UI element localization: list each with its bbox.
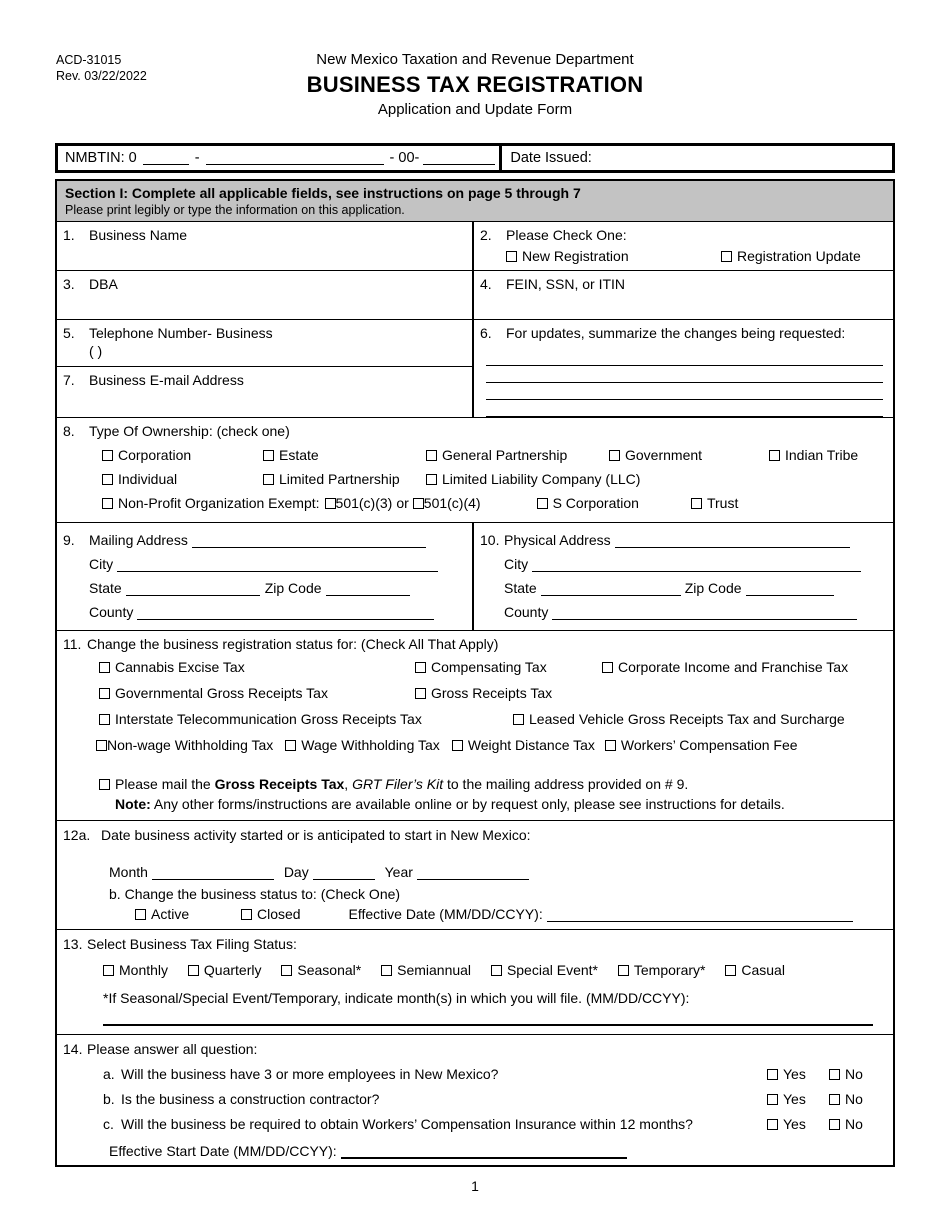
field-8-heading — [63, 423, 885, 439]
checkbox-icon[interactable] — [609, 450, 620, 461]
field-12b-number: b. — [109, 886, 121, 902]
checkbox-icon[interactable] — [767, 1069, 778, 1080]
checkbox-icon[interactable] — [605, 740, 616, 751]
question-c-text — [103, 1116, 767, 1132]
checkbox-501c3[interactable] — [325, 491, 393, 515]
checkbox-leased-vehicle-grt[interactable] — [513, 711, 845, 727]
question-a-id: a. — [103, 1066, 115, 1082]
form-row-3 — [57, 320, 893, 418]
question-c — [63, 1116, 885, 1132]
checkbox-monthly-label: Monthly — [119, 962, 169, 978]
day-label: Day — [283, 864, 309, 880]
note-label: Note: — [115, 796, 151, 812]
field-1-number: 1. — [63, 227, 75, 243]
effective-start-date-label: Effective Start Date (MM/DD/CCYY): — [109, 1143, 337, 1159]
checkbox-quarterly-label: Quarterly — [203, 962, 262, 978]
checkbox-icon[interactable] — [103, 965, 114, 976]
summary-line-2[interactable] — [486, 366, 883, 383]
field-7-number: 7. — [63, 372, 75, 388]
nmbtin-field[interactable] — [58, 146, 502, 170]
tax-row-1 — [63, 654, 885, 680]
checkbox-501c4-label: 501(c)(4) — [423, 495, 481, 511]
effective-start-date-input[interactable] — [341, 1145, 627, 1159]
form-body — [55, 179, 895, 1167]
field-12a-number: 12a. — [63, 827, 91, 843]
checkbox-temporary[interactable] — [618, 962, 706, 978]
field-11-label: Change the business registration status for: (Check All That Apply) — [87, 636, 499, 652]
date-issued-label: Date Issued: — [510, 150, 592, 166]
mailing-address-input[interactable] — [192, 534, 426, 548]
grt-note-line — [99, 794, 885, 814]
page-header — [0, 0, 950, 118]
telephone-paren[interactable]: ( ) — [89, 343, 103, 359]
date-inputs — [63, 861, 885, 883]
question-a — [63, 1066, 885, 1082]
checkbox-icon[interactable] — [99, 662, 110, 673]
mailing-zip-label: Zip Code — [264, 580, 322, 596]
note-text: Any other forms/instructions are available online or by request only, please see instructions for details. — [150, 796, 785, 812]
month-input[interactable] — [152, 866, 274, 880]
field-6-label: For updates, summarize the changes being requested: — [506, 325, 846, 341]
checkbox-active-label: Active — [151, 906, 190, 922]
field-fein-ssn-itin[interactable] — [474, 271, 893, 319]
checkbox-icon[interactable] — [102, 450, 113, 461]
checkbox-icon[interactable] — [491, 965, 502, 976]
field-type-of-ownership — [57, 418, 893, 522]
checkbox-governmental-grt-label: Governmental Gross Receipts Tax — [115, 685, 328, 701]
field-13-number: 13. — [63, 936, 83, 952]
year-label: Year — [384, 864, 413, 880]
agency-name: New Mexico Taxation and Revenue Department — [316, 51, 634, 68]
section-i-instructions: Please print legibly or type the information on this application. — [65, 203, 405, 217]
checkbox-registration-update-label: Registration Update — [737, 248, 861, 264]
checkbox-gross-receipts-tax[interactable] — [415, 685, 552, 701]
question-c-yes[interactable] — [767, 1116, 829, 1132]
checkbox-icon[interactable] — [829, 1069, 840, 1080]
checkbox-seasonal-label: Seasonal* — [297, 962, 362, 978]
checkbox-icon[interactable] — [415, 688, 426, 699]
checkbox-individual[interactable] — [102, 467, 263, 491]
checkbox-icon[interactable] — [135, 909, 146, 920]
checkbox-estate-label: Estate — [279, 447, 319, 463]
checkbox-icon[interactable] — [602, 662, 613, 673]
question-a-yes[interactable] — [767, 1066, 829, 1082]
checkbox-individual-label: Individual — [118, 471, 178, 487]
checkbox-indian-tribe[interactable] — [769, 443, 858, 467]
checkbox-governmental-grt[interactable] — [99, 680, 415, 706]
mailing-county-input[interactable] — [137, 606, 434, 620]
checkbox-llc[interactable] — [426, 467, 640, 491]
date-issued-field[interactable] — [502, 146, 892, 170]
mailing-zip-input[interactable] — [326, 582, 410, 596]
physical-state-input[interactable] — [541, 582, 681, 596]
checkbox-icon[interactable] — [725, 965, 736, 976]
field-12a-label: Date business activity started or is anticipated to start in New Mexico: — [101, 827, 531, 843]
checkbox-workers-comp-fee[interactable] — [605, 737, 798, 753]
field-12b-label: Change the business status to: (Check One) — [124, 886, 401, 902]
question-b-id: b. — [103, 1091, 115, 1107]
ownership-row-2 — [63, 467, 885, 491]
physical-city-input[interactable] — [532, 558, 861, 572]
month-label: Month — [109, 864, 148, 880]
checkbox-icon[interactable] — [241, 909, 252, 920]
checkbox-limited-partnership-label: Limited Partnership — [279, 471, 400, 487]
checkbox-icon[interactable] — [281, 965, 292, 976]
field-5-number: 5. — [63, 325, 75, 341]
filing-status-options — [63, 962, 885, 978]
checkbox-wage-withholding-tax-label: Wage Withholding Tax — [301, 737, 440, 753]
nmbtin-label: NMBTIN: 0 — [65, 150, 137, 166]
checkbox-leased-vehicle-grt-label: Leased Vehicle Gross Receipts Tax and Surcharge — [529, 711, 845, 727]
checkbox-nonwage-withholding-tax[interactable] — [96, 737, 273, 753]
checkbox-workers-comp-fee-label: Workers’ Compensation Fee — [620, 737, 798, 753]
question-b-text — [103, 1091, 767, 1107]
grt-mail-note — [63, 774, 885, 814]
checkbox-special-event-label: Special Event* — [506, 962, 598, 978]
checkbox-trust-label: Trust — [706, 495, 739, 511]
checkbox-wage-withholding-tax[interactable] — [285, 737, 440, 753]
checkbox-icon[interactable] — [102, 498, 113, 509]
field-14-heading — [63, 1041, 885, 1057]
checkbox-seasonal[interactable] — [281, 962, 361, 978]
checkbox-icon[interactable] — [99, 779, 110, 790]
grt-mail-post: to the mailing address provided on # 9. — [443, 776, 689, 792]
field-business-name[interactable] — [57, 222, 474, 270]
checkbox-quarterly[interactable] — [188, 962, 262, 978]
checkbox-icon[interactable] — [96, 740, 107, 751]
field-3-label: DBA — [89, 276, 118, 292]
mailing-state-input[interactable] — [126, 582, 260, 596]
checkbox-closed-label: Closed — [257, 906, 301, 922]
question-a-label: Will the business have 3 or more employees in New Mexico? — [121, 1066, 499, 1082]
checkbox-casual[interactable] — [725, 962, 785, 978]
form-row-13 — [57, 930, 893, 1035]
page-subtitle: Application and Update Form — [377, 101, 573, 118]
checkbox-government-label: Government — [625, 447, 703, 463]
summary-line-4[interactable] — [486, 400, 883, 417]
tax-row-2 — [63, 680, 885, 706]
checkbox-icon[interactable] — [102, 474, 113, 485]
physical-city-label: City — [504, 556, 529, 572]
checkbox-special-event[interactable] — [491, 962, 598, 978]
checkbox-s-corporation[interactable] — [537, 491, 639, 515]
business-status-row — [63, 906, 885, 922]
question-a-no[interactable] — [829, 1066, 885, 1082]
grt-mail-pre: Please mail the — [115, 776, 215, 792]
checkbox-icon[interactable] — [263, 474, 274, 485]
checkbox-indian-tribe-label: Indian Tribe — [785, 447, 859, 463]
field-1-label: Business Name — [89, 227, 188, 243]
checkbox-cannabis-excise-tax[interactable] — [99, 654, 415, 680]
checkbox-icon[interactable] — [618, 965, 629, 976]
field-filing-status — [57, 930, 893, 1034]
question-c-no-label: No — [845, 1116, 863, 1132]
summary-line-1[interactable] — [486, 349, 883, 366]
field-business-email[interactable] — [57, 367, 472, 415]
doc-revision: Rev. 03/22/2022 — [56, 69, 147, 83]
grt-mail-mid: , — [344, 776, 353, 792]
checkbox-gross-receipts-tax-label: Gross Receipts Tax — [431, 685, 553, 701]
checkbox-cannabis-excise-tax-label: Cannabis Excise Tax — [115, 659, 245, 675]
field-10-label: Physical Address — [504, 532, 611, 548]
physical-zip-input[interactable] — [746, 582, 834, 596]
ownership-or-text: or — [396, 495, 409, 511]
checkbox-icon[interactable] — [99, 688, 110, 699]
form-row-11 — [57, 631, 893, 821]
checkbox-closed[interactable] — [241, 906, 301, 922]
question-b-no-label: No — [845, 1091, 863, 1107]
field-questions — [57, 1035, 893, 1167]
checkbox-icon[interactable] — [188, 965, 199, 976]
field-5-label: Telephone Number- Business — [89, 325, 273, 341]
checkbox-registration-update[interactable] — [721, 248, 861, 264]
question-c-yes-label: Yes — [783, 1116, 806, 1132]
physical-state-label: State — [504, 580, 537, 596]
checkbox-general-partnership-label: General Partnership — [442, 447, 568, 463]
field-telephone[interactable] — [57, 320, 472, 367]
checkbox-icon[interactable] — [769, 450, 780, 461]
checkbox-501c3-label: 501(c)(3) — [335, 495, 393, 511]
checkbox-icon[interactable] — [691, 498, 702, 509]
checkbox-icon[interactable] — [263, 450, 274, 461]
checkbox-icon[interactable] — [413, 498, 424, 509]
tax-row-4 — [63, 732, 885, 758]
question-b-no[interactable] — [829, 1091, 885, 1107]
field-12b-heading — [63, 886, 885, 902]
checkbox-llc-label: Limited Liability Company (LLC) — [442, 471, 641, 487]
question-a-text — [103, 1066, 767, 1082]
nmbtin-blank-2[interactable] — [206, 151, 384, 165]
page-title: BUSINESS TAX REGISTRATION — [306, 72, 644, 97]
nmbtin-bar — [55, 143, 895, 173]
field-12a-heading — [63, 827, 885, 843]
physical-county-input[interactable] — [552, 606, 857, 620]
field-dba[interactable] — [57, 271, 474, 319]
checkbox-weight-distance-tax-label: Weight Distance Tax — [467, 737, 595, 753]
left-stack-5-7 — [57, 320, 474, 417]
checkbox-icon[interactable] — [829, 1094, 840, 1105]
checkbox-501c4[interactable] — [413, 491, 481, 515]
page-number: 1 — [471, 1178, 479, 1194]
checkbox-new-registration[interactable] — [506, 248, 721, 264]
checkbox-icon[interactable] — [426, 450, 437, 461]
checkbox-icon[interactable] — [426, 474, 437, 485]
checkbox-icon[interactable] — [721, 251, 732, 262]
effective-date-label: Effective Date (MM/DD/CCYY): — [348, 906, 543, 922]
field-4-label: FEIN, SSN, or ITIN — [506, 276, 626, 292]
checkbox-icon[interactable] — [767, 1119, 778, 1130]
mailing-state-label: State — [89, 580, 122, 596]
checkbox-icon[interactable] — [537, 498, 548, 509]
checkbox-icon[interactable] — [325, 498, 336, 509]
physical-county-label: County — [504, 604, 549, 620]
question-a-yes-label: Yes — [783, 1066, 806, 1082]
field-13-label: Select Business Tax Filing Status: — [87, 936, 297, 952]
checkbox-s-corporation-label: S Corporation — [552, 495, 639, 511]
checkbox-limited-partnership[interactable] — [263, 467, 426, 491]
checkbox-temporary-label: Temporary* — [633, 962, 706, 978]
mailing-city-input[interactable] — [117, 558, 438, 572]
form-row-ownership — [57, 418, 893, 523]
checkbox-corporate-income-franchise-tax[interactable] — [602, 659, 848, 675]
grt-mail-line[interactable] — [99, 774, 885, 794]
field-update-summary[interactable] — [474, 320, 893, 417]
question-c-label: Will the business be required to obtain Workers’ Compensation Insurance within 12 months? — [121, 1116, 693, 1132]
checkbox-icon[interactable] — [381, 965, 392, 976]
checkbox-casual-label: Casual — [741, 962, 785, 978]
checkbox-corporation[interactable] — [102, 443, 263, 467]
checkbox-interstate-telecom-grt[interactable] — [99, 706, 513, 732]
tax-row-3 — [63, 706, 885, 732]
question-b-label: Is the business a construction contractor? — [121, 1091, 380, 1107]
checkbox-nonprofit-label: Non-Profit Organization Exempt: — [118, 495, 320, 511]
section-i-title: Section I: Complete all applicable fields, see instructions on page 5 through 7 — [65, 185, 581, 201]
physical-zip-label: Zip Code — [684, 580, 742, 596]
checkbox-monthly[interactable] — [103, 962, 168, 978]
title-block — [0, 50, 950, 120]
checkbox-interstate-telecom-grt-label: Interstate Telecommunication Gross Receipts Tax — [115, 711, 422, 727]
field-11-number: 11. — [63, 636, 82, 652]
field-13-heading — [63, 936, 885, 952]
form-row-14 — [57, 1035, 893, 1167]
checkbox-weight-distance-tax[interactable] — [452, 737, 595, 753]
checkbox-icon[interactable] — [452, 740, 463, 751]
filing-months-input[interactable] — [103, 1024, 873, 1026]
checkbox-new-registration-label: New Registration — [522, 248, 629, 264]
question-c-no[interactable] — [829, 1116, 885, 1132]
checkbox-compensating-tax[interactable] — [415, 654, 602, 680]
checkbox-icon[interactable] — [415, 662, 426, 673]
field-14-label: Please answer all question: — [87, 1041, 258, 1057]
checkbox-government[interactable] — [609, 443, 769, 467]
field-mailing-address — [57, 523, 474, 630]
checkbox-trust[interactable] — [691, 491, 738, 515]
checkbox-icon[interactable] — [829, 1119, 840, 1130]
ownership-row-3 — [63, 491, 885, 515]
checkbox-active[interactable] — [135, 906, 189, 922]
field-4-number: 4. — [480, 276, 492, 292]
checkbox-icon[interactable] — [513, 714, 524, 725]
grt-mail-italic: GRT Filer’s Kit — [352, 776, 444, 792]
field-9-number: 9. — [63, 532, 75, 548]
field-registration-status-changes — [57, 631, 893, 820]
field-6-number: 6. — [480, 325, 492, 341]
question-c-id: c. — [103, 1116, 114, 1132]
checkbox-icon[interactable] — [285, 740, 296, 751]
field-2-label: Please Check One: — [506, 227, 627, 243]
checkbox-corporation-label: Corporation — [118, 447, 192, 463]
checkbox-semiannual-label: Semiannual — [397, 962, 472, 978]
form-row-2 — [57, 271, 893, 320]
checkbox-corporate-income-franchise-tax-label: Corporate Income and Franchise Tax — [618, 659, 849, 675]
checkbox-nonprofit[interactable] — [102, 491, 320, 515]
field-8-label: Type Of Ownership: (check one) — [89, 423, 290, 439]
form-row-addresses — [57, 523, 893, 631]
checkbox-estate[interactable] — [263, 443, 426, 467]
day-input[interactable] — [313, 866, 375, 880]
field-7-label: Business E-mail Address — [89, 372, 244, 388]
question-b-yes[interactable] — [767, 1091, 829, 1107]
mailing-county-label: County — [89, 604, 134, 620]
summary-line-3[interactable] — [486, 383, 883, 400]
field-2-number: 2. — [480, 227, 492, 243]
field-10-number: 10. — [480, 532, 500, 548]
form-row-12 — [57, 821, 893, 930]
checkbox-icon[interactable] — [506, 251, 517, 262]
checkbox-icon[interactable] — [767, 1094, 778, 1105]
question-a-no-label: No — [845, 1066, 863, 1082]
filing-status-note: *If Seasonal/Special Event/Temporary, indicate month(s) in which you will file. (MM/DD/CCYY): — [103, 990, 690, 1006]
checkbox-icon[interactable] — [99, 714, 110, 725]
year-input[interactable] — [417, 866, 529, 880]
mailing-city-label: City — [89, 556, 114, 572]
checkbox-semiannual[interactable] — [381, 962, 471, 978]
field-3-number: 3. — [63, 276, 75, 292]
question-b-yes-label: Yes — [783, 1091, 806, 1107]
field-physical-address — [474, 523, 893, 630]
nmbtin-dash-1: - — [194, 150, 200, 166]
grt-mail-bold: Gross Receipts Tax — [214, 776, 345, 792]
physical-address-input[interactable] — [615, 534, 850, 548]
field-check-one — [474, 222, 893, 270]
ownership-row-1 — [63, 443, 885, 467]
doc-number: ACD-31015 — [56, 53, 122, 67]
section-i-header — [57, 181, 893, 222]
form-row-1 — [57, 222, 893, 271]
checkbox-nonwage-withholding-tax-label: Non-wage Withholding Tax — [107, 737, 274, 753]
nmbtin-blank-1[interactable] — [143, 151, 189, 165]
field-8-number: 8. — [63, 423, 75, 439]
checkbox-general-partnership[interactable] — [426, 443, 609, 467]
question-b — [63, 1091, 885, 1107]
checkbox-compensating-tax-label: Compensating Tax — [431, 659, 547, 675]
effective-start-date-row — [63, 1143, 885, 1159]
effective-date-input[interactable] — [547, 908, 853, 922]
nmbtin-dash-2: - 00- — [389, 150, 420, 166]
field-business-activity-date — [57, 821, 893, 929]
field-9-label: Mailing Address — [89, 532, 188, 548]
field-11-heading — [63, 636, 885, 652]
field-14-number: 14. — [63, 1041, 83, 1057]
nmbtin-blank-3[interactable] — [423, 151, 495, 165]
